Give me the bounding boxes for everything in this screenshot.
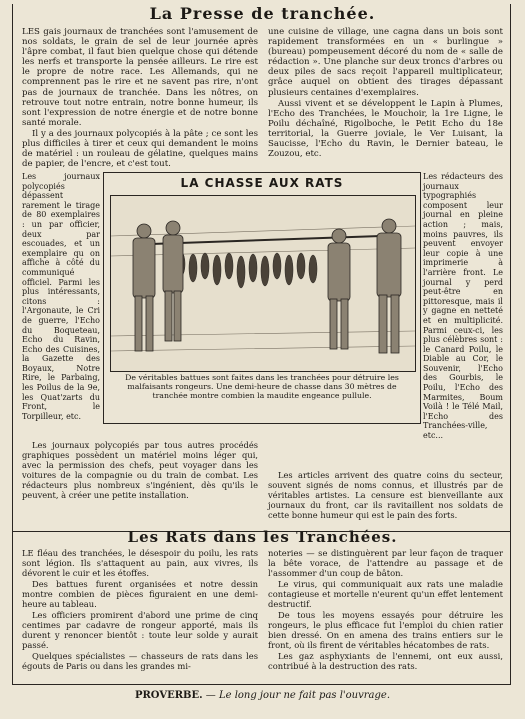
article2-right-para-2: Le virus, qui communiquait aux rats une maladie contagieuse et mortelle n'eurent qu'un effet lentement destructif.	[268, 579, 503, 609]
article1-bottom-right: Les articles arrivent des quatre coins du secteur, souvent signés de noms connus, et illustrés par de véritables artistes. La censure est bienveillante aux journaux du front, car ils ravitaillent nos soldats de cette bonne humeur qui est le pain des forts.	[268, 470, 503, 520]
article2-right-para-1: noteries — se distinguèrent par leur façon de traquer la bête vorace, de l'attendre au passage et de l'assommer d'un coup de bâton.	[268, 548, 503, 578]
article1-right-para-1: une cuisine de village, une cagna dans un bois sont rapidement transformées en un « burlingue » (bureau) pompeusement décoré du nom de « salle de rédaction ». Une planche sur deux troncs d'arbres ou deux piles de sacs reçoit l'appareil multiplicateur, grâce auquel on obtient des tirages dépassant plusieurs centaines d'exemplaires.	[268, 27, 503, 98]
article2-left-para-3: Les officiers promirent d'abord une prime de cinq centimes par cadavre de rongeur apporté, mais ils durent y renoncer bientôt : toute leur solde y aurait passé.	[22, 610, 258, 650]
proverbe-label: PROVERBE.	[134, 690, 203, 701]
article1-title: La Presse de tranchée.	[149, 4, 376, 23]
article1-left-para-2: Il y a des journaux polycopiés à la pâte ; ce sont les plus difficiles à tirer et ceux qui demandent le moins de matériel : un rouleau de gélatine, quelques mains de papier, de l'encre, et c'est tout.	[22, 128, 258, 170]
proverbe	[0, 690, 525, 701]
article1-right-para-2: Aussi vivent et se développent le Lapin à Plumes, l'Echo des Tranchées, le Mouchoir, la 1re Ligne, le Poilu déchaîné, Rigolboche, le Petit Echo du 18e territorial, la Guerre joviale, le Ver Luisant, la Saucisse, l'Echo du Ravin, le Dernier bateau, le Zouzou, etc.	[268, 98, 503, 160]
article2-left-para-4: Quelques spécialistes — chasseurs de rats dans les égouts de Paris ou dans les grandes mi-	[22, 651, 258, 671]
article2-right-column	[268, 548, 503, 672]
article2-left-column	[22, 548, 258, 672]
article2-right-para-4: Les gaz asphyxiants de l'ennemi, ont eux aussi, contribué à la destruction des rats.	[268, 651, 503, 671]
article1-wrap-left: Les journaux polycopiés dépassent rarement le tirage de 80 exemplaires : un par officier, deux par escouades, et un exemplaire qu on affiche à côté du communiqué officiel. Parmi les plus intéressants, citons : l'Argonaute, le Cri de guerre, l'Echo du Boqueteau, Echo du Ravin, Echo des Cuisines, la Gazette des Boyaux, Notre Rire, le Parbaing, les Poilus de la 9e, les Quat'zarts du Front, le Torpilleur, etc.	[22, 172, 100, 421]
article1-bottom-left: Les journaux polycopiés par tous autres procédés graphiques possèdent un matériel moins léger qui, avec la permission des chefs, peut voyager dans les voitures de la compagnie ou du train de combat. Les rédacteurs plus nombreux s'ingénient, dès qu'ils le peuvent, à créer une petite installation.	[22, 440, 258, 500]
article2-title: Les Rats dans les Tranchées.	[127, 528, 398, 546]
article1-right-column	[268, 27, 503, 160]
article1-left-column	[22, 27, 258, 170]
rat-hunt-illustration	[110, 195, 416, 372]
proverbe-text: — Le long jour ne fait pas l'ouvrage.	[202, 690, 391, 701]
article1-wrap-right: Les rédacteurs des journaux typographiés composent leur journal en pleine action ; mais, moins pauvres, ils peuvent envoyer leur copie à une imprimerie à l'arrière front. Le journal y perd peut-être en pittoresque, mais il y gagne en netteté et en multiplicité. Parmi ceux-ci, les plus célèbres sont : le Canard Poilu, le Diable au Cor, le Souvenir, l'Echo des Gourbis, le Poilu, l'Echo des Marmites, Boum Voilà ! le Télé Mail, l'Echo des Tranchées-ville, etc...	[423, 172, 503, 441]
article2-left-para-1: LE fléau des tranchées, le désespoir du poilu, les rats sont légion. Ils s'attaquent au pain, aux vivres, ils dévorent le cuir et les étoffes.	[22, 548, 258, 578]
article2-left-para-2: Des battues furent organisées et notre dessin montre combien de pièces figuraient en une demi-heure au tableau.	[22, 579, 258, 609]
article1-left-para-1: LES gais journaux de tranchées sont l'amusement de nos soldats, le grain de sel de leur journée après l'âpre combat, il faut bien quelque chose qui détende les nerfs et transporte la pensée ailleurs. Le rire est le propre de notre race. Les Allemands, qui ne comprennent pas le rire et ne savent pas rire, n'ont pas de journaux de tranchée. Dans les nôtres, on retrouve tout notre entrain, notre bonne humeur, ils sont l'expression de notre énergie et de notre bonne santé morale.	[22, 27, 258, 128]
article2-right-para-3: De tous les moyens essayés pour détruire les rongeurs, le plus efficace fut l'emploi du chien ratier bien dressé. On en amena des trains entiers sur le front, où ils firent de véritables hécatombes de rats.	[268, 610, 503, 650]
rat-hunt-figure	[103, 172, 421, 424]
figure-caption: De véritables battues sont faites dans les tranchées pour détruire les malfaisants rongeurs. Une demi-heure de chasse dans 30 mètres de tranchée montre combien la maudite engeance pullule.	[125, 373, 399, 400]
figure-title: LA CHASSE AUX RATS	[180, 176, 344, 190]
